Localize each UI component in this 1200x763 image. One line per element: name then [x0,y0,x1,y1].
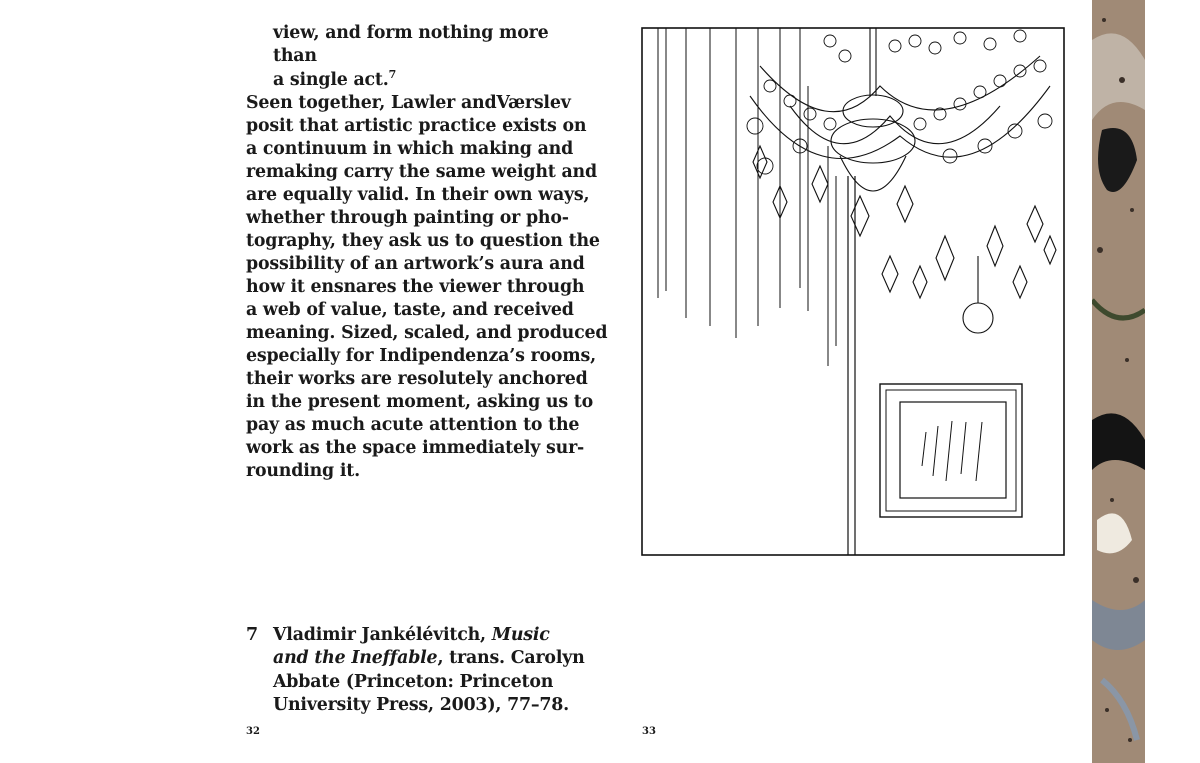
block-quote [273,22,583,92]
footnote-author: Vladimir Jankélévitch, [273,625,486,645]
body-line: meaning. Sized, scaled, and produced [246,323,608,343]
body-line: their works are resolutely anchored [246,369,588,389]
body-line: whether through painting or pho- [246,208,569,228]
page-number-left: 32 [246,726,260,737]
footnote-reference[interactable]: 7 [388,67,397,81]
footnote-title-cont: and the Ineffable [273,648,438,669]
body-line: are equally valid. In their own ways, [246,185,590,205]
quote-line-2: a single act. [273,69,389,90]
quote-line-1: view, and form nothing more than [273,23,549,67]
body-line: a continuum in which making and [246,139,574,159]
footnote-text [273,624,585,717]
body-line: a web of value, taste, and received [246,300,574,320]
body-line: work as the space immediately sur- [246,438,585,458]
body-line: tography, they ask us to question the [246,231,600,251]
body-line: especially for Indipendenza’s rooms, [246,346,596,366]
marbled-edge-image [1092,0,1145,763]
footnote-title: Music [491,625,550,645]
footnote-line: University Press, 2003), 77–78. [273,694,570,715]
body-line: in the present moment, asking us to [246,392,594,412]
footnote-translator: , trans. Carolyn [437,648,585,669]
body-paragraph [246,92,608,483]
body-line: remaking carry the same weight and [246,162,597,182]
body-line: rounding it. [246,461,360,481]
chandelier-illustration [640,26,1066,557]
body-line: how it ensnares the viewer through [246,277,585,297]
footnote-line: Abbate (Princeton: Princeton [273,671,554,692]
page-number-right: 33 [642,726,656,737]
body-line: posit that artistic practice exists on [246,116,587,136]
body-line: Seen together, Lawler andVærslev [246,93,571,113]
footnote-number: 7 [246,625,258,645]
body-line: pay as much acute attention to the [246,415,580,435]
body-line: possibility of an artwork’s aura and [246,254,585,274]
